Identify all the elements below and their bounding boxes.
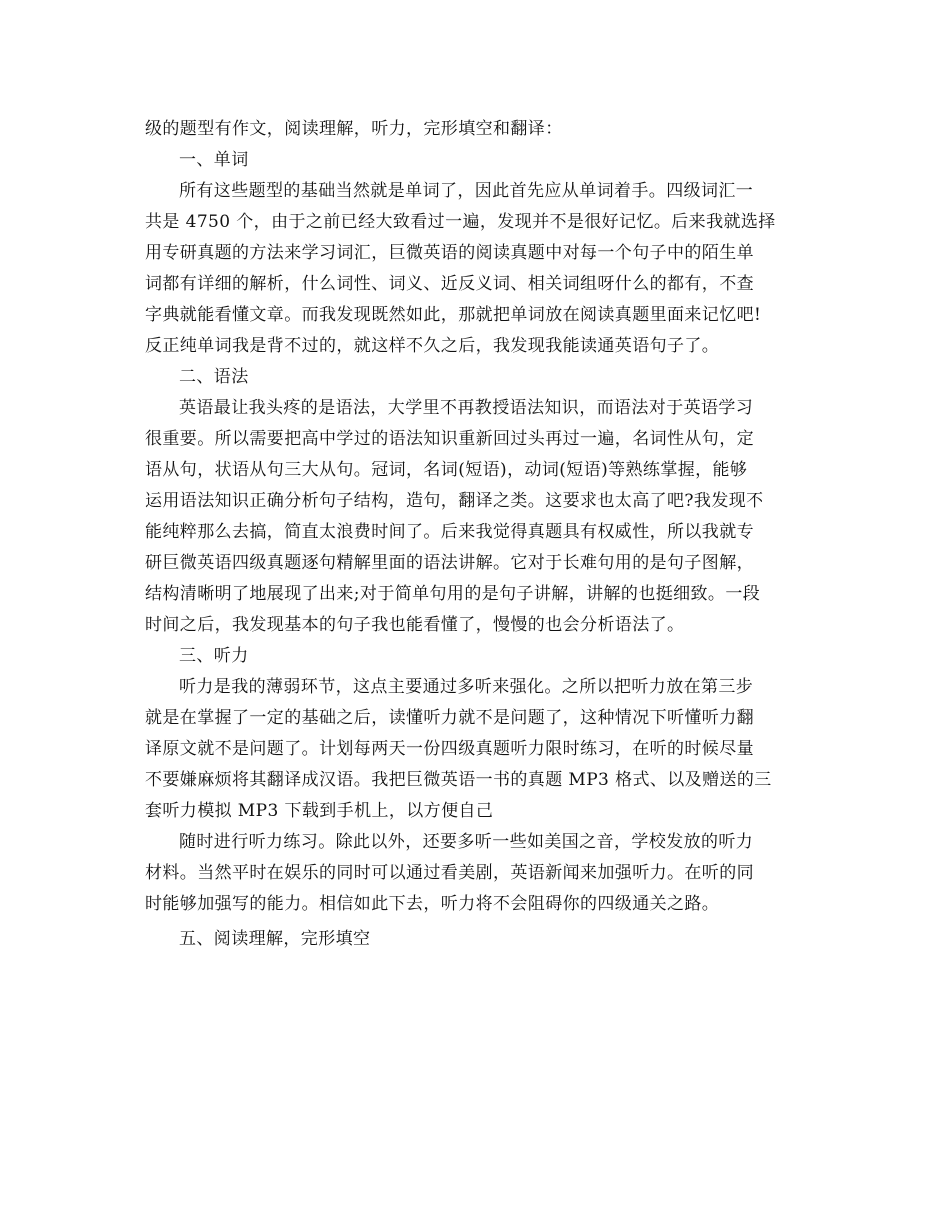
body-text-line: 研巨微英语四级真题逐句精解里面的语法讲解。它对于长难句用的是句子图解， (145, 553, 754, 573)
section-heading-grammar: 二、语法 (179, 367, 249, 387)
body-text-line: 运用语法知识正确分析句子结构，造句，翻译之类。这要求也太高了吧?我发现不 (145, 491, 764, 511)
body-text-line: 时间之后，我发现基本的句子我也能看懂了，慢慢的也会分析语法了。 (145, 615, 685, 635)
section-heading-reading: 五、阅读理解，完形填空 (179, 929, 371, 949)
body-text-line: 词都有详细的解析，什么词性、词义、近反义词、相关词组呀什么的都有，不查 (145, 274, 754, 294)
body-text-line: 材料。当然平时在娱乐的同时可以通过看美剧，英语新闻来加强听力。在听的同 (145, 863, 754, 883)
document-body (145, 114, 810, 955)
body-text-line: 语从句，状语从句三大从句。冠词，名词(短语)，动词(短语)等熟练掌握，能够 (145, 460, 748, 480)
body-text-line: 随时进行听力练习。除此以外，还要多听一些如美国之音，学校发放的听力 (179, 832, 754, 852)
body-text-line: 英语最让我头疼的是语法，大学里不再教授语法知识，而语法对于英语学习 (179, 398, 754, 418)
body-text-line: 很重要。所以需要把高中学过的语法知识重新回过头再过一遍，名词性从句，定 (145, 429, 754, 449)
body-text-line: 听力是我的薄弱环节，这点主要通过多听来强化。之所以把听力放在第三步 (179, 677, 754, 697)
section-heading-listening: 三、听力 (179, 646, 249, 666)
body-text-line: 时能够加强写的能力。相信如此下去，听力将不会阻碍你的四级通关之路。 (145, 894, 720, 914)
section-heading-words: 一、单词 (179, 150, 249, 170)
body-text-line: 能纯粹那么去搞，简直太浪费时间了。后来我觉得真题具有权威性，所以我就专 (145, 522, 754, 542)
body-text-line: 就是在掌握了一定的基础之后，读懂听力就不是问题了，这种情况下听懂听力翻 (145, 708, 754, 728)
body-text-line: 用专研真题的方法来学习词汇，巨微英语的阅读真题中对每一个句子中的陌生单 (145, 243, 754, 263)
body-text-line: 反正纯单词我是背不过的，就这样不久之后，我发现我能读通英语句子了。 (145, 336, 720, 356)
body-text-line: 不要嫌麻烦将其翻译成汉语。我把巨微英语一书的真题 MP3 格式、以及赠送的三 (145, 770, 772, 790)
body-text-line: 共是 4750 个，由于之前已经大致看过一遍，发现并不是很好记忆。后来我就选择 (145, 212, 776, 232)
body-text-line: 所有这些题型的基础当然就是单词了，因此首先应从单词着手。四级词汇一 (179, 181, 754, 201)
body-text-line: 译原文就不是问题了。计划每两天一份四级真题听力限时练习，在听的时候尽量 (145, 739, 754, 759)
body-text-line: 级的题型有作文，阅读理解，听力，完形填空和翻译： (145, 119, 563, 139)
body-text-line: 套听力模拟 MP3 下载到手机上，以方便自己 (145, 801, 494, 821)
body-text-line: 结构清晰明了地展现了出来;对于简单句用的是句子讲解，讲解的也挺细致。一段 (145, 584, 761, 604)
body-text-line: 字典就能看懂文章。而我发现既然如此，那就把单词放在阅读真题里面来记忆吧! (145, 305, 762, 325)
